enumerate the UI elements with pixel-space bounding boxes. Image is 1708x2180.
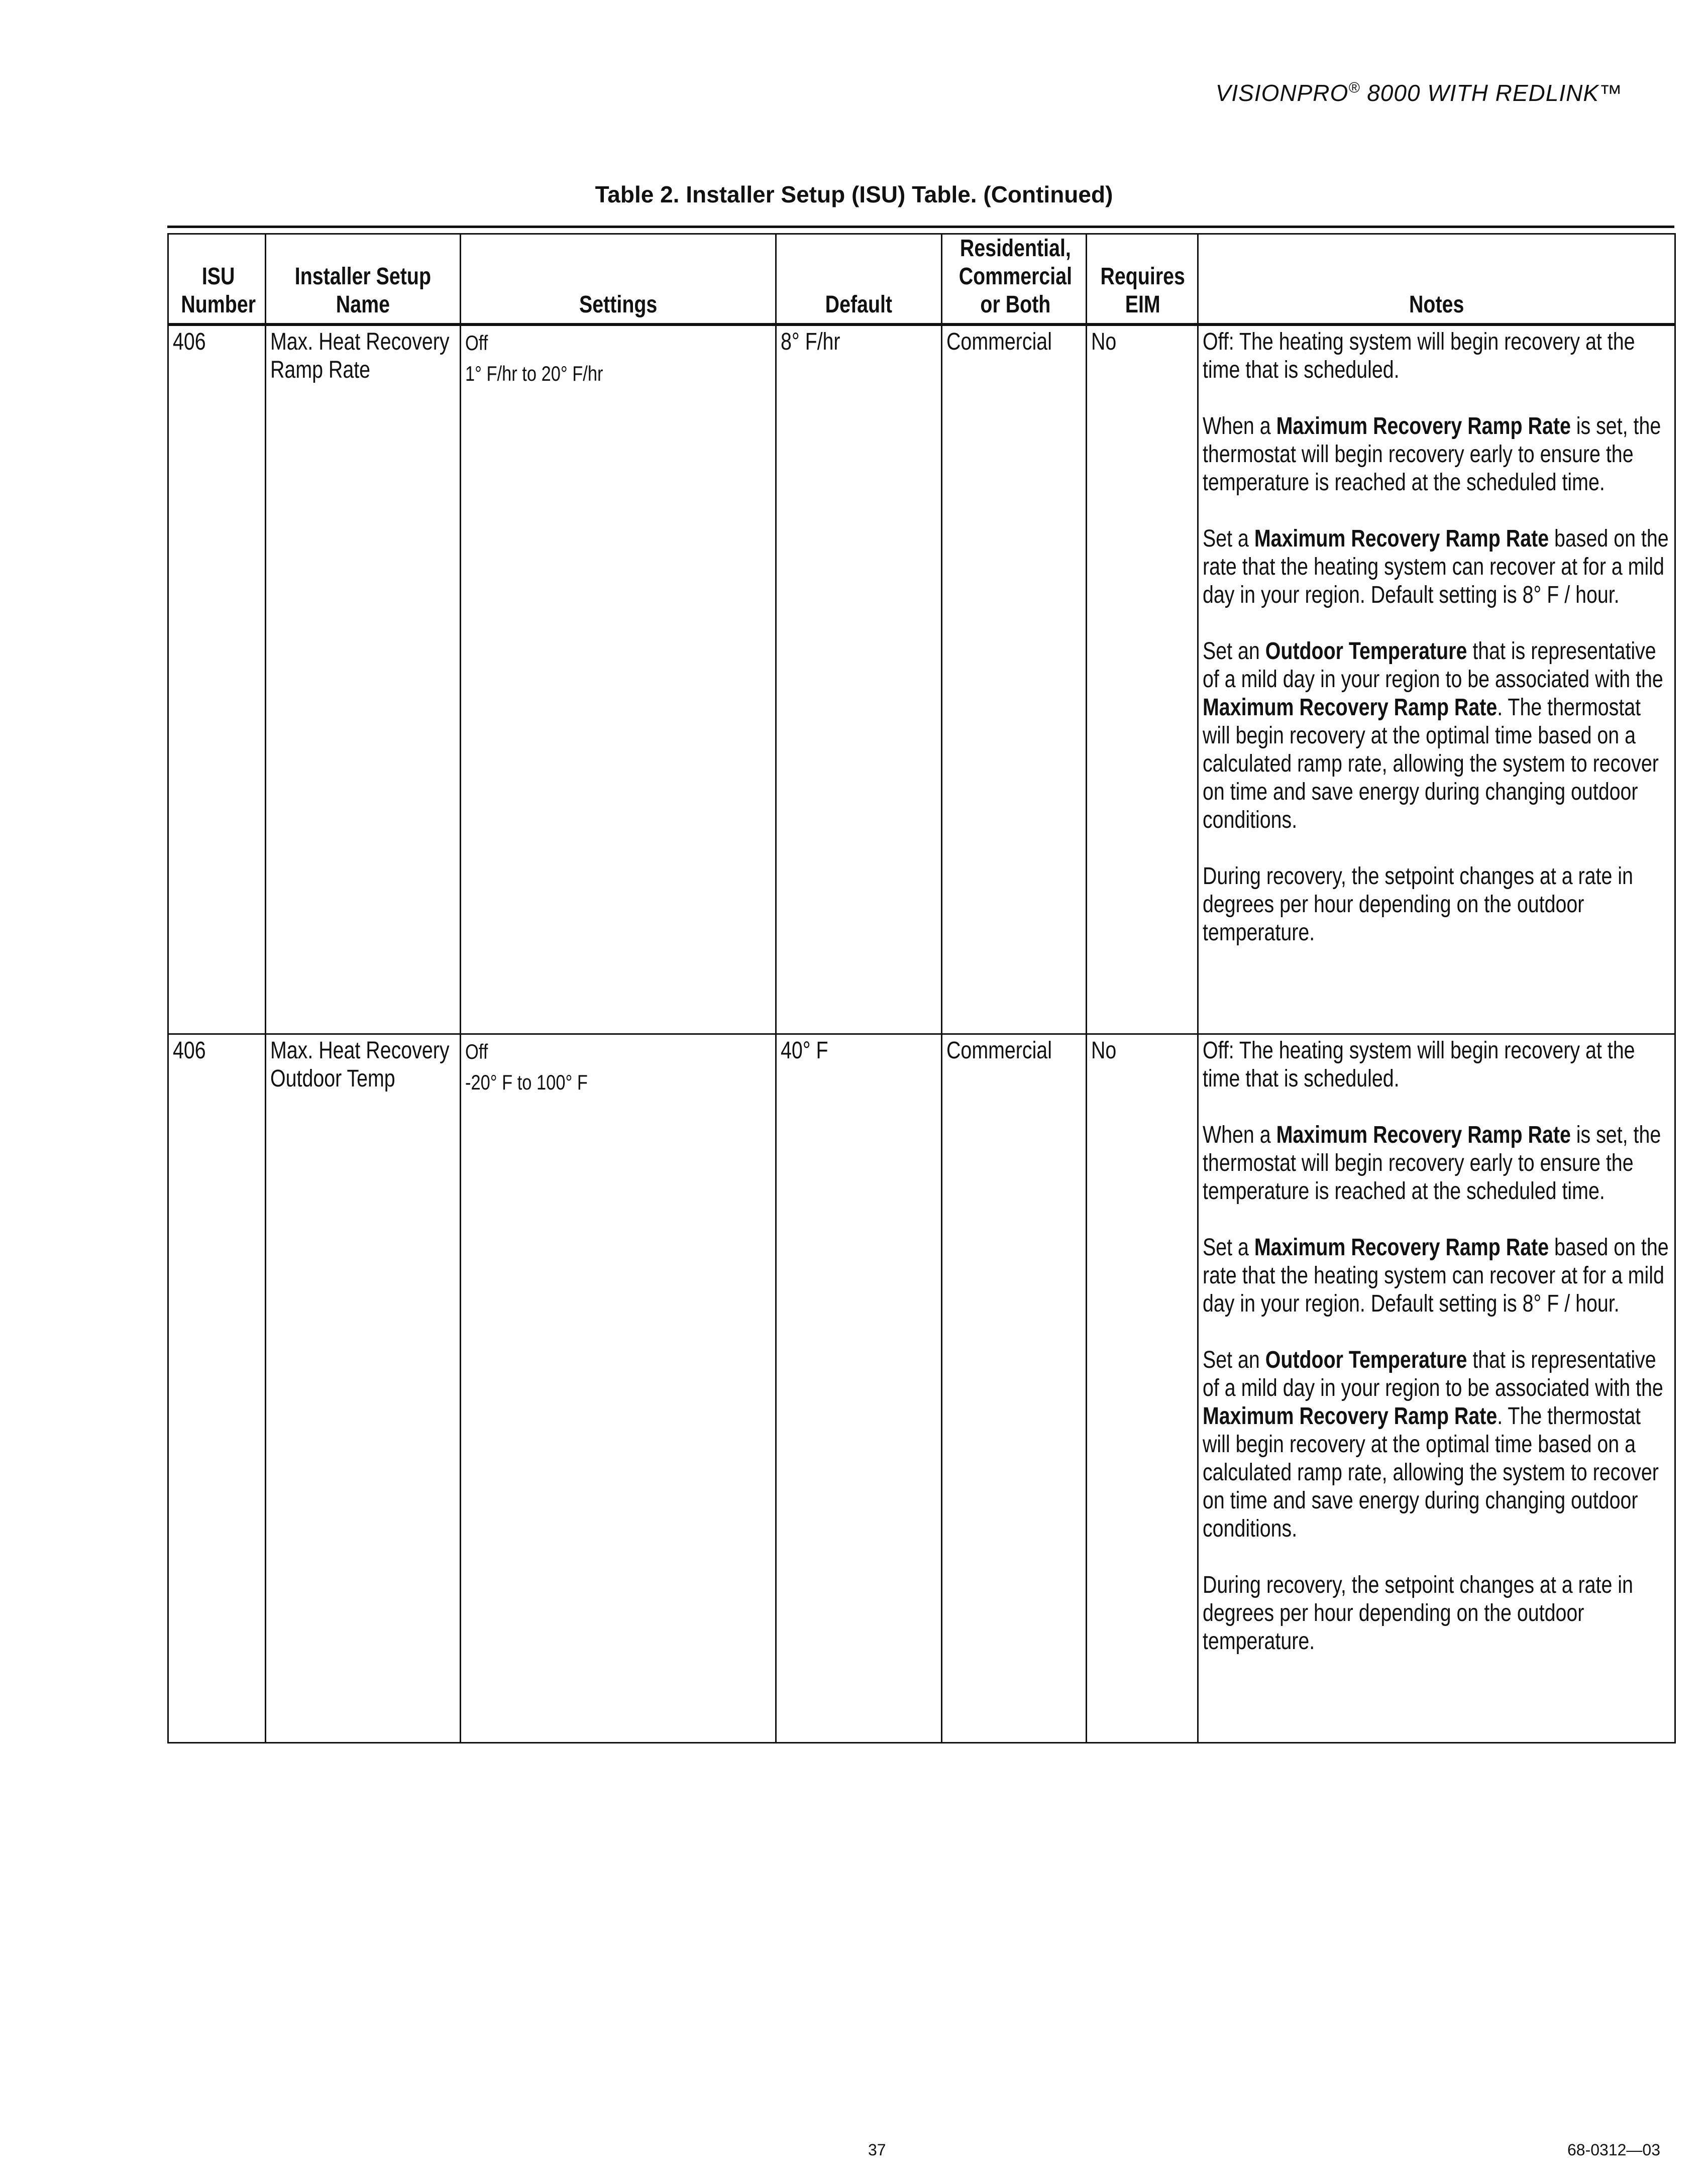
cell-requires-eim: No <box>1087 324 1198 1034</box>
notes-paragraph: During recovery, the setpoint changes at a rate in degrees per hour depending on the outdoor temperature. <box>1203 1572 1633 1655</box>
notes-paragraph: Off: The heating system will begin recovery at the time that is scheduled. <box>1203 329 1635 383</box>
col-header-requires-eim: Requires EIM <box>1087 234 1198 325</box>
cell-setup-name: Max. Heat Recovery Outdoor Temp <box>266 1034 461 1743</box>
document-code: 68-0312—03 <box>1567 2141 1660 2159</box>
col-header-installer-setup-name: Installer Setup Name <box>266 234 461 325</box>
notes-paragraph: During recovery, the setpoint changes at a rate in degrees per hour depending on the outdoor temperature. <box>1203 863 1633 946</box>
cell-default: 40° F <box>776 1034 942 1743</box>
cell-notes <box>1198 1034 1675 1743</box>
table-row <box>168 1034 1675 1743</box>
col-header-isu-number: ISU Number <box>168 234 266 325</box>
registered-mark: ® <box>1348 79 1360 96</box>
notes-paragraph: Off: The heating system will begin recovery at the time that is scheduled. <box>1203 1037 1635 1092</box>
cell-notes <box>1198 324 1675 1034</box>
setting-range: 1° F/hr to 20° F/hr <box>465 362 603 385</box>
cell-res-comm: Commercial <box>942 324 1087 1034</box>
notes-paragraph: When a Maximum Recovery Ramp Rate is set, the thermostat will begin recovery early to ensure the temperature is reached at the scheduled time. <box>1203 413 1661 496</box>
setting-option: Off <box>465 1040 488 1063</box>
notes-paragraph: Set an Outdoor Temperature that is representative of a mild day in your region to be associated with the Maximum Recovery Ramp Rate. The thermostat will begin recovery at the optimal time based on a calculated ramp rate, allowing the system to recover on time and save energy during changing outdoor conditions. <box>1203 1347 1663 1542</box>
running-header <box>1216 79 1623 106</box>
col-header-default: Default <box>776 234 942 325</box>
cell-settings <box>461 1034 776 1743</box>
setting-range: -20° F to 100° F <box>465 1070 588 1094</box>
product-name: VISIONPRO <box>1215 80 1349 106</box>
col-header-notes: Notes <box>1198 234 1675 325</box>
notes-paragraph: Set a Maximum Recovery Ramp Rate based on the rate that the heating system can recover at for a mild day in your region. Default setting is 8° F / hour. <box>1203 525 1669 608</box>
table-caption: Table 2. Installer Setup (ISU) Table. (Continued) <box>595 181 1113 207</box>
table-top-rule <box>167 226 1674 228</box>
cell-isu-number: 406 <box>168 324 266 1034</box>
notes-paragraph: Set a Maximum Recovery Ramp Rate based on the rate that the heating system can recover at for a mild day in your region. Default setting is 8° F / hour. <box>1203 1234 1669 1317</box>
table-row <box>168 324 1675 1034</box>
notes-paragraph: Set an Outdoor Temperature that is representative of a mild day in your region to be associated with the Maximum Recovery Ramp Rate. The thermostat will begin recovery at the optimal time based on a calculated ramp rate, allowing the system to recover on time and save energy during changing outdoor conditions. <box>1203 638 1663 833</box>
setting-option: Off <box>465 331 488 355</box>
cell-settings <box>461 324 776 1034</box>
table-header-row <box>168 234 1675 325</box>
product-suffix: 8000 WITH REDLINK™ <box>1360 80 1623 106</box>
notes-paragraph: When a Maximum Recovery Ramp Rate is set, the thermostat will begin recovery early to ensure the temperature is reached at the scheduled time. <box>1203 1122 1661 1205</box>
cell-requires-eim: No <box>1087 1034 1198 1743</box>
col-header-res-comm: Residential, Commercial or Both <box>942 234 1087 325</box>
cell-default: 8° F/hr <box>776 324 942 1034</box>
cell-setup-name: Max. Heat Recovery Ramp Rate <box>266 324 461 1034</box>
col-header-settings: Settings <box>461 234 776 325</box>
isu-table <box>167 233 1676 1743</box>
page-number: 37 <box>868 2141 886 2159</box>
cell-isu-number: 406 <box>168 1034 266 1743</box>
cell-res-comm: Commercial <box>942 1034 1087 1743</box>
